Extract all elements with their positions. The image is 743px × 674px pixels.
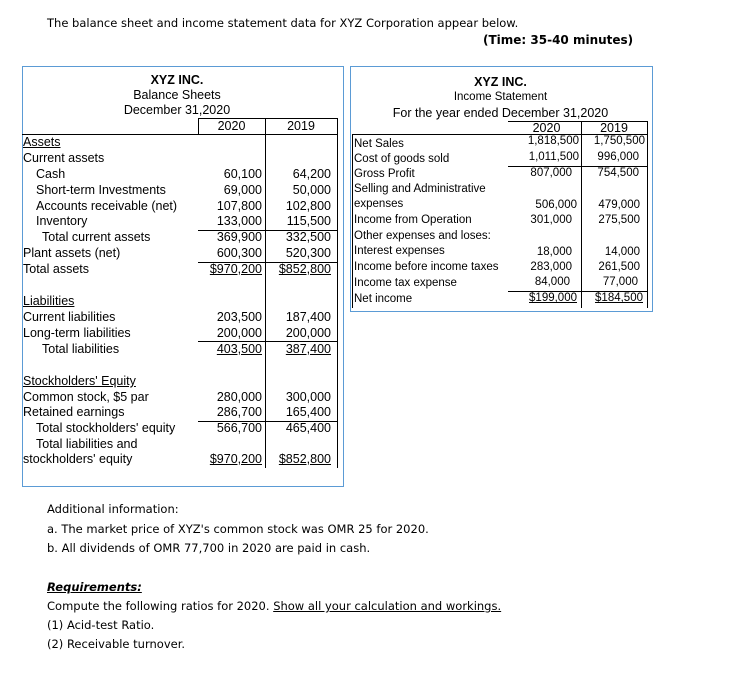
is-vline-right [647,121,648,308]
is-period: For the year ended December 31,2020 [392,106,609,120]
bs-row-2019: 64,200 [292,167,331,181]
is-net-sales-label: Net Sales [354,138,404,150]
bs-row-label: Short-term Investments [36,183,166,197]
bs-liab-2019: 187,400 [285,310,331,324]
is-col-2020: 2020 [532,121,561,135]
additional-heading: Additional information: [47,502,179,516]
is-cogs-2019: 996,000 [597,151,639,163]
is-net-income-label: Net income [354,293,413,305]
bs-total-le-2019: $852,800 [278,452,331,466]
bs-row-label: Total assets [23,262,90,276]
bs-row-2020: 107,800 [216,199,262,213]
bs-liabilities-heading: Liabilities [23,294,75,308]
is-income-ops-label: Income from Operation [354,214,472,226]
requirement-item-2: (2) Receivable turnover. [47,637,186,651]
bs-liab-2020: 403,500 [216,342,262,356]
is-other-heading: Other expenses and loses: [354,230,491,242]
bs-row-2020: 600,300 [216,246,262,260]
bs-row-2019: 332,500 [285,230,331,244]
is-net-sales-2019: 1,750,500 [593,135,645,147]
bs-col-2020: 2020 [217,119,246,133]
is-sga-2020: 506,000 [535,199,577,211]
additional-item-a: a. The market price of XYZ's common stock was OMR 25 for 2020. [47,522,429,536]
bs-liab-2019: 200,000 [285,326,331,340]
bs-col-2019: 2019 [287,119,315,133]
bs-row-label: Cash [36,167,66,181]
bs-eq-2019: 465,400 [285,421,331,435]
bs-eq-2020: 566,700 [216,421,262,435]
bs-eq-label: Total stockholders' equity [36,421,176,435]
bs-row-2019: 520,300 [285,246,331,260]
bs-equity-heading: Stockholders' Equity [23,374,136,388]
bs-row-2019: $852,800 [278,262,331,276]
bs-row-2019: 102,800 [285,199,331,213]
bs-row-2020: $970,200 [209,262,262,276]
requirements-heading: Requirements: [47,580,142,594]
bs-row-label: Plant assets (net) [23,246,121,260]
bs-row-2020: 369,900 [216,230,262,244]
time-note: (Time: 35-40 minutes) [483,33,634,47]
bs-row-label: Total current assets [42,230,151,244]
bs-vline-right [337,118,338,468]
is-sga-label-1: Selling and Administrative [354,183,486,195]
is-net-income-2019: $184,500 [595,292,643,304]
is-net-income-2020: $199,000 [529,292,577,304]
additional-item-b: b. All dividends of OMR 77,700 in 2020 are paid in cash. [47,541,371,555]
bs-company: XYZ INC. [150,73,204,87]
is-cogs-label: Cost of goods sold [354,153,450,165]
bs-title: Balance Sheets [133,88,221,102]
bs-total-le-label-2: stockholders' equity [23,452,133,466]
bs-row-2019: 50,000 [292,183,331,197]
is-sga-label-2: expenses [354,198,404,210]
bs-total-le-2020: $970,200 [209,452,262,466]
is-gross-profit-2020: 807,000 [530,167,572,179]
is-title: Income Statement [453,91,548,103]
is-net-sales-2020: 1,818,500 [527,135,579,147]
is-ibt-label: Income before income taxes [354,261,499,273]
is-tax-label: Income tax expense [354,277,457,289]
bs-row-2020: 69,000 [223,183,262,197]
bs-eq-2019: 165,400 [285,405,331,419]
bs-liab-2020: 200,000 [216,326,262,340]
is-sga-2019: 479,000 [598,199,640,211]
is-ibt-2019: 261,500 [598,261,640,273]
is-company: XYZ INC. [474,75,527,89]
is-income-ops-2019: 275,500 [598,214,640,226]
is-interest-2019: 14,000 [604,246,640,258]
bs-row-2020: 133,000 [216,214,262,228]
bs-liab-2020: 203,500 [216,310,262,324]
is-col-2019: 2019 [600,121,628,135]
bs-row-2019: 115,500 [286,214,331,228]
is-tax-2020: 84,000 [534,276,570,288]
bs-date: December 31,2020 [123,103,231,117]
is-gross-profit-2019: 754,500 [597,167,639,179]
bs-eq-label: Common stock, $5 par [23,390,149,404]
bs-row-2020: 60,100 [223,167,262,181]
requirement-item-1: (1) Acid-test Ratio. [47,618,155,632]
requirements-instruction [47,599,501,613]
bs-liab-label: Current liabilities [23,310,116,324]
bs-header-bottom-line [22,134,337,135]
is-income-ops-2020: 301,000 [530,214,572,226]
is-vline-left [352,134,353,308]
is-tax-2019: 77,000 [602,276,638,288]
bs-assets-heading: Assets [23,135,61,149]
intro-text: The balance sheet and income statement data for XYZ Corporation appear below. [47,16,519,30]
bs-total-le-label-1: Total liabilities and [36,437,138,451]
bs-eq-2019: 300,000 [285,390,331,404]
is-ibt-2020: 283,000 [530,261,572,273]
bs-current-assets-heading: Current assets [23,151,105,165]
bs-liab-label: Long-term liabilities [23,326,131,340]
is-interest-2020: 18,000 [536,246,572,258]
requirements-instruction-emphasis: Show all your calculation and workings. [273,599,502,613]
bs-eq-2020: 280,000 [216,390,262,404]
bs-eq-label: Retained earnings [23,405,125,419]
bs-eq-2020: 286,700 [216,405,262,419]
bs-row-label: Inventory [36,214,88,228]
is-interest-label: Interest expenses [354,245,445,257]
bs-liab-label: Total liabilities [42,342,120,356]
bs-row-label: Accounts receivable (net) [36,199,178,213]
bs-liab-2019: 387,400 [285,342,331,356]
requirements-instruction-prefix: Compute the following ratios for 2020. [47,599,274,613]
is-gross-profit-label: Gross Profit [354,168,415,180]
is-cogs-2020: 1,011,500 [528,151,579,163]
